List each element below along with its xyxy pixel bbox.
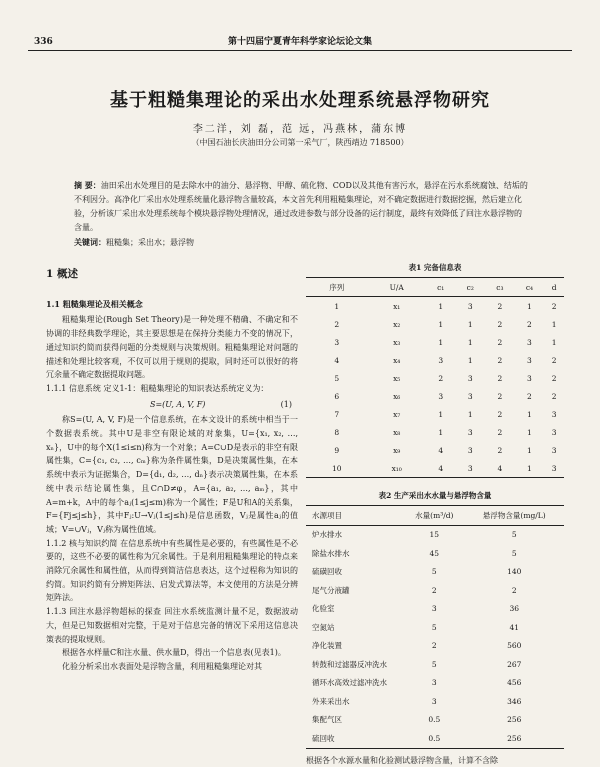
table2-cell: 外来采出水 xyxy=(312,696,350,706)
table1-caption: 表1 完备信息表 xyxy=(408,263,462,272)
table1-header-cell: 序列 xyxy=(329,282,345,292)
table1-row xyxy=(306,351,564,369)
table2-row xyxy=(306,563,564,582)
table2-cell: 256 xyxy=(507,715,522,725)
table2-cell: 集配气区 xyxy=(312,715,342,725)
table2-row xyxy=(306,655,564,674)
table2-cell: 尾气分液罐 xyxy=(312,585,350,595)
equation-body: S=(U, A, V, F) xyxy=(150,399,206,409)
table1-cell: 10 xyxy=(331,463,342,473)
table2-header-cell: 悬浮物含量(mg/L) xyxy=(482,510,546,520)
table2-cell: 2 xyxy=(511,585,517,595)
table1-row xyxy=(306,315,564,333)
table1-cell: 1 xyxy=(527,463,532,473)
table2-cell: 36 xyxy=(509,604,520,614)
table2-row xyxy=(306,525,564,544)
table1-cell: 2 xyxy=(551,301,557,311)
table2-cell: 转鼓和过滤器反冲洗水 xyxy=(312,659,387,669)
keywords xyxy=(74,236,528,249)
subsection-heading: 1.1 粗糙集理论及相关概念 xyxy=(46,298,143,309)
table2-cell: 除盐水排水 xyxy=(312,548,350,558)
table2-header-row xyxy=(306,506,564,526)
table1-cell: 2 xyxy=(551,391,557,401)
table2-row xyxy=(306,729,564,748)
table1-cell: x₁₀ xyxy=(391,463,402,473)
table1 xyxy=(306,277,564,478)
table2-cell: 3 xyxy=(431,604,437,614)
table2-cell: 2 xyxy=(431,641,437,651)
table1-cell: 1 xyxy=(438,301,444,311)
table1-cell: 1 xyxy=(467,409,473,419)
table1-cell: 1 xyxy=(551,337,557,347)
table1-cell: 2 xyxy=(497,355,503,365)
table1-cell: x₇ xyxy=(393,409,401,419)
table2-cell: 5 xyxy=(511,548,517,558)
table1-cell: 2 xyxy=(438,373,444,383)
table2-cell: 净化装置 xyxy=(312,641,342,651)
table2-cell: 267 xyxy=(507,659,522,669)
table1-cell: 3 xyxy=(438,391,444,401)
table1-cell: 3 xyxy=(467,427,473,437)
abstract-label: 摘 要： xyxy=(74,180,101,190)
paragraph: 根据各个水源水量和化验测试悬浮物含量，计算不含除 xyxy=(306,755,498,765)
table2-row xyxy=(306,674,564,693)
table1-cell: 3 xyxy=(467,391,473,401)
table1-header-cell: c₄ xyxy=(525,282,534,292)
left-column xyxy=(46,268,298,674)
table1-cell: 5 xyxy=(334,373,340,383)
table1-cell: 2 xyxy=(497,445,503,455)
table1-cell: x₆ xyxy=(393,391,401,401)
table2-row xyxy=(306,637,564,656)
table1-cell: 2 xyxy=(551,373,557,383)
table1-row xyxy=(306,441,564,459)
equation-number: (1) xyxy=(280,399,292,409)
table2-cell: 空氮站 xyxy=(312,622,335,632)
table2-row xyxy=(306,711,564,730)
table2-cell: 0.5 xyxy=(428,715,441,725)
table2-cell: 2 xyxy=(431,585,437,595)
table2-cell: 5 xyxy=(431,622,437,632)
table1-row xyxy=(306,387,564,405)
table2-row xyxy=(306,618,564,637)
table1-cell: 3 xyxy=(551,427,557,437)
authors: 李二洋，刘 磊，范 远，冯燕林，蒲东博 xyxy=(192,124,408,135)
table1-header-cell: U/A xyxy=(389,282,404,292)
table2-cell: 3 xyxy=(431,678,437,688)
paragraph: 化验分析采出水表面处是浮物含量，利用粗糙集理论对其 xyxy=(62,661,262,671)
table1-cell: 1 xyxy=(527,301,532,311)
table1-cell: x₉ xyxy=(393,445,401,455)
table2-cell: 456 xyxy=(507,678,522,688)
right-column xyxy=(306,262,564,767)
table1-cell: 3 xyxy=(467,445,473,455)
table1-cell: 6 xyxy=(334,391,340,401)
table1-cell: 3 xyxy=(527,373,532,383)
table1-cell: 7 xyxy=(334,409,340,419)
table1-cell: 1 xyxy=(438,427,444,437)
table1-cell: 1 xyxy=(438,409,444,419)
table1-cell: 3 xyxy=(551,409,557,419)
table1-cell: 1 xyxy=(467,337,473,347)
table1-cell: 3 xyxy=(527,355,532,365)
paper-title: 基于粗糙集理论的采出水处理系统悬浮物研究 xyxy=(110,90,490,111)
table1-cell: x₄ xyxy=(393,355,401,365)
table2-cell: 3 xyxy=(431,696,437,706)
table1-row xyxy=(306,405,564,423)
table1-row xyxy=(306,297,564,316)
table1-header-cell: c₃ xyxy=(496,282,504,292)
table1-cell: 2 xyxy=(551,355,557,365)
keywords-text: 粗糙集；采出水；悬浮物 xyxy=(106,238,194,247)
table2-cell: 0.5 xyxy=(428,733,441,743)
table1-cell: 3 xyxy=(527,337,532,347)
table1-cell: 4 xyxy=(438,445,444,455)
table1-cell: 2 xyxy=(497,391,503,401)
subsubsection-1-1-2: 1.1.2 核与知识约简 在信息系统中有些属性是必要的，有些属性是不必要的，这些不必要的属性称为冗余属性。于是利用粗糙集理论的特点来消除冗余属性和属性值，从而得到简洁信息表达，这个过程称为知识的约简。知识约简有分辨矩阵法、启发式算法等，本文使用的方法是分辨矩阵法。 xyxy=(46,538,298,603)
subsubsection-1-1-3: 1.1.3 回注水悬浮物超标的探查 回注水系统监测计量不足，数据波动大，但是已知数据相对完整，于是对于信息完备的情况下采用这信息决策表的提取规则。 xyxy=(46,607,298,644)
table2-cell: 41 xyxy=(509,622,520,632)
table1-cell: 1 xyxy=(438,319,444,329)
table1-row xyxy=(306,423,564,441)
table1-cell: 1 xyxy=(527,409,532,419)
table1-cell: 4 xyxy=(497,463,503,473)
table1-cell: 3 xyxy=(467,373,473,383)
table2-cell: 化验室 xyxy=(312,604,335,614)
table2-cell: 5 xyxy=(431,659,437,669)
table1-cell: 1 xyxy=(551,319,557,329)
table1-cell: 4 xyxy=(334,355,340,365)
table1-cell: 2 xyxy=(527,391,532,401)
table2-row xyxy=(306,600,564,619)
table2-cell: 硫回收 xyxy=(312,733,335,743)
table1-cell: 3 xyxy=(551,445,557,455)
table1-cell: 3 xyxy=(551,463,557,473)
table1-cell: 2 xyxy=(497,337,503,347)
table1-cell: x₂ xyxy=(393,319,401,329)
table2-cell: 硫磺回收 xyxy=(312,567,342,577)
affiliation: （中国石油长庆油田分公司第一采气厂，陕西靖边 718500） xyxy=(191,138,409,147)
table2-header-cell: 水源项目 xyxy=(312,510,342,520)
table1-header-row xyxy=(306,278,564,297)
table2-cell: 560 xyxy=(507,641,522,651)
table2-row xyxy=(306,544,564,563)
table1-cell: 2 xyxy=(497,301,503,311)
table1-header-cell: c₂ xyxy=(466,282,474,292)
table1-cell: x₃ xyxy=(393,337,401,347)
table2-cell: 45 xyxy=(429,548,440,558)
running-header xyxy=(28,34,572,51)
table1-row xyxy=(306,369,564,387)
table1-cell: 9 xyxy=(334,445,340,455)
table1-cell: 1 xyxy=(467,319,473,329)
table1-cell: 1 xyxy=(438,337,444,347)
table2-cell: 5 xyxy=(511,530,517,540)
table1-header-cell: d xyxy=(551,282,557,292)
table1-cell: 2 xyxy=(497,409,503,419)
table1-cell: 3 xyxy=(438,355,444,365)
table2-cell: 炉水排水 xyxy=(312,530,342,540)
table1-cell: 8 xyxy=(334,427,340,437)
table1-cell: 1 xyxy=(467,355,473,365)
table1-cell: x₁ xyxy=(393,301,401,311)
equation xyxy=(46,396,298,414)
table1-cell: 4 xyxy=(438,463,444,473)
table1-cell: 3 xyxy=(467,463,473,473)
paragraph: 粗糙集理论(Rough Set Theory)是一种处理不精确、不确定和不协调的非经典数学理论，其主要思想是在保持分类能力不变的情况下，通过知识约简而获得问题的分类规则与决策规则。粗糙集理论对问题的描述和处理比较客观，不仅可以用于规则的提取，同时还可以很好的将冗余量不确定数据提取问题。 xyxy=(46,315,298,380)
table1-cell: 2 xyxy=(497,319,503,329)
table2-cell: 5 xyxy=(431,567,437,577)
journal-title: 第十四届宁夏青年科学家论坛论文集 xyxy=(227,37,372,47)
table1-cell: 2 xyxy=(497,373,503,383)
paragraph: 称S=(U, A, V, F)是一个信息系统，在本文设计的系统中相当于一个数据表系统。其中U是非空有限论域的对象集，U={x₁, x₂, …, xₙ}，U中的每个X(1≤i≤n)称为一个对象；A=C∪D是表示的非空有限属性集，C={c₁, c₂, …, cₘ}称为条件属性集，D是决策属性集，在本系统中表示为证据集合，D={d₁, d₂, …, dₙ}表示决策属性集，在本系统中表示结论属性集，且C∩D≠φ，A={a₁, a₂, …, aₘ}，其中A=m+k，A中的每个aⱼ(1≤j≤m)称为一个属性；F是U和A的关系集，F={Fj≤j≤h}，其中Fⱼ:U→Vⱼ(1≤j≤h)是信息函数，Vⱼ是属性aⱼ的值域；V=∪Vⱼ，Vⱼ称为属性值域。 xyxy=(46,415,298,534)
table1-cell: x₈ xyxy=(393,427,401,437)
table1-cell: 3 xyxy=(334,337,340,347)
section-heading: 1 概述 xyxy=(46,268,78,280)
table2-cell: 346 xyxy=(507,696,522,706)
table2-cell: 15 xyxy=(429,530,440,540)
table1-header-cell: c₁ xyxy=(437,282,445,292)
subsubsection-1-1-1: 1.1.1 信息系统 定义1-1：粗糙集理论的知识表达系统定义为： xyxy=(46,383,269,393)
table1-cell: 1 xyxy=(527,445,532,455)
table1-cell: 1 xyxy=(527,427,532,437)
table1-cell: 2 xyxy=(497,427,503,437)
table1-row xyxy=(306,333,564,351)
table1-row xyxy=(306,459,564,478)
table2 xyxy=(306,505,564,749)
table1-cell: 2 xyxy=(334,319,340,329)
table2-row xyxy=(306,692,564,711)
keywords-label: 关键词： xyxy=(74,237,106,247)
table1-cell: 3 xyxy=(467,301,473,311)
table2-header-cell: 水量(m³/d) xyxy=(415,510,454,520)
table2-cell: 循环水高效过滤冲洗水 xyxy=(312,678,387,688)
table1-cell: 1 xyxy=(334,301,340,311)
table1-cell: x₅ xyxy=(393,373,401,383)
abstract xyxy=(74,178,528,235)
table2-cell: 256 xyxy=(507,733,522,743)
abstract-text: 油田采出水处理目的是去除水中的油分、悬浮物、甲醇、硫化物、COD以及其他有害污水，悬浮在污水系统腐蚀、结垢的不利因分。高净化厂采出水处理系统量化悬浮物含量较高，本文首先利用粗糙集理论，对不确定数据进行数据挖掘，然后建立化验，分析该厂采出水处理系统每个模块悬浮物处理情况，通过改进参数与部分设备的运行制度，最终有效降低了回注水悬浮物的含量。 xyxy=(74,181,528,232)
table2-row xyxy=(306,581,564,600)
table1-cell: 2 xyxy=(527,319,532,329)
page-number: 336 xyxy=(34,37,53,47)
paragraph: 根据各水样量C和注水量、供水量D，得出一个信息表(见表1)。 xyxy=(62,648,286,658)
table2-cell: 140 xyxy=(507,567,522,577)
table2-caption: 表2 生产采出水水量与悬浮物含量 xyxy=(378,491,492,500)
